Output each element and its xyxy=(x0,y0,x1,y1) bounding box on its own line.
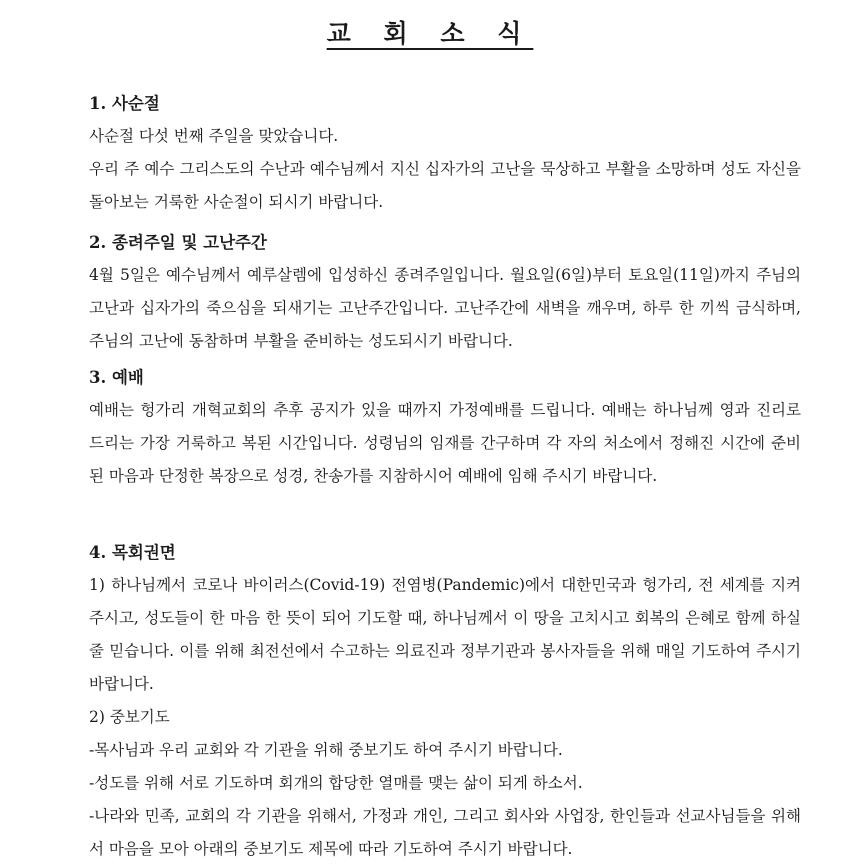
list-item: -목사님과 우리 교회와 각 기관을 위해 중보기도 하여 주시기 바랍니다. xyxy=(89,741,563,759)
section-heading: 4. 목회권면 xyxy=(89,543,176,562)
paragraph: 우리 주 예수 그리스도의 수난과 예수님께서 지신 십자가의 고난을 묵상하고 부활을 소망하며 성도 자신을 돌아보는 거룩한 사순절이 되시기 바랍니다. xyxy=(89,160,801,211)
section-palm-sunday xyxy=(89,226,801,358)
paragraph: 4월 5일은 예수님께서 예루살렘에 입성하신 종려주일입니다. 월요일(6일)부터 토요일(11일)까지 주님의 고난과 십자가의 죽으심을 되새기는 고난주간입니다. 고난주간에 새벽을 깨우며, 하루 한 끼씩 금식하며, 주님의 고난에 동참하며 부활을 준비하는 성도되시기 바랍니다. xyxy=(89,266,801,350)
paragraph: 1) 하나님께서 코로나 바이러스(Covid-19) 전염병(Pandemic)에서 대한민국과 헝가리, 전 세계를 지켜주시고, 성도들이 한 마음 한 뜻이 되어 기도할 때, 하나님께서 이 땅을 고치시고 회복의 은혜로 함께 하실 줄 믿습니다. 이를 위해 최전선에서 수고하는 의료진과 정부기관과 봉사자들을 위해 매일 기도하여 주시기 바랍니다. xyxy=(89,576,801,693)
section-pastoral-exhortation xyxy=(89,536,801,866)
list-item: -나라와 민족, 교회의 각 기관을 위해서, 가정과 개인, 그리고 회사와 사업장, 한인들과 선교사님들을 위해서 마음을 모아 아래의 중보기도 제목에 따라 기도하여 주시기 바랍니다. xyxy=(89,807,801,858)
section-heading: 2. 종려주일 및 고난주간 xyxy=(89,233,267,252)
section-heading: 3. 예배 xyxy=(89,368,144,387)
list-item: -성도를 위해 서로 기도하며 회개의 합당한 열매를 맺는 삶이 되게 하소서. xyxy=(89,774,583,792)
section-worship xyxy=(89,361,801,493)
section-heading: 1. 사순절 xyxy=(89,94,160,113)
section-lent xyxy=(89,87,801,219)
page-title: 교 회 소 식 xyxy=(326,19,534,48)
paragraph: 사순절 다섯 번째 주일을 맞았습니다. xyxy=(89,127,339,145)
list-item: 2) 중보기도 xyxy=(89,708,170,726)
paragraph: 예배는 헝가리 개혁교회의 추후 공지가 있을 때까지 가정예배를 드립니다. 예배는 하나님께 영과 진리로 드리는 가장 거룩하고 복된 시간입니다. 성령님의 임재를 간구하며 각 자의 처소에서 정해진 시간에 준비된 마음과 단정한 복장으로 성경, 찬송가를 지참하시어 예배에 임해 주시기 바랍니다. xyxy=(89,401,801,485)
